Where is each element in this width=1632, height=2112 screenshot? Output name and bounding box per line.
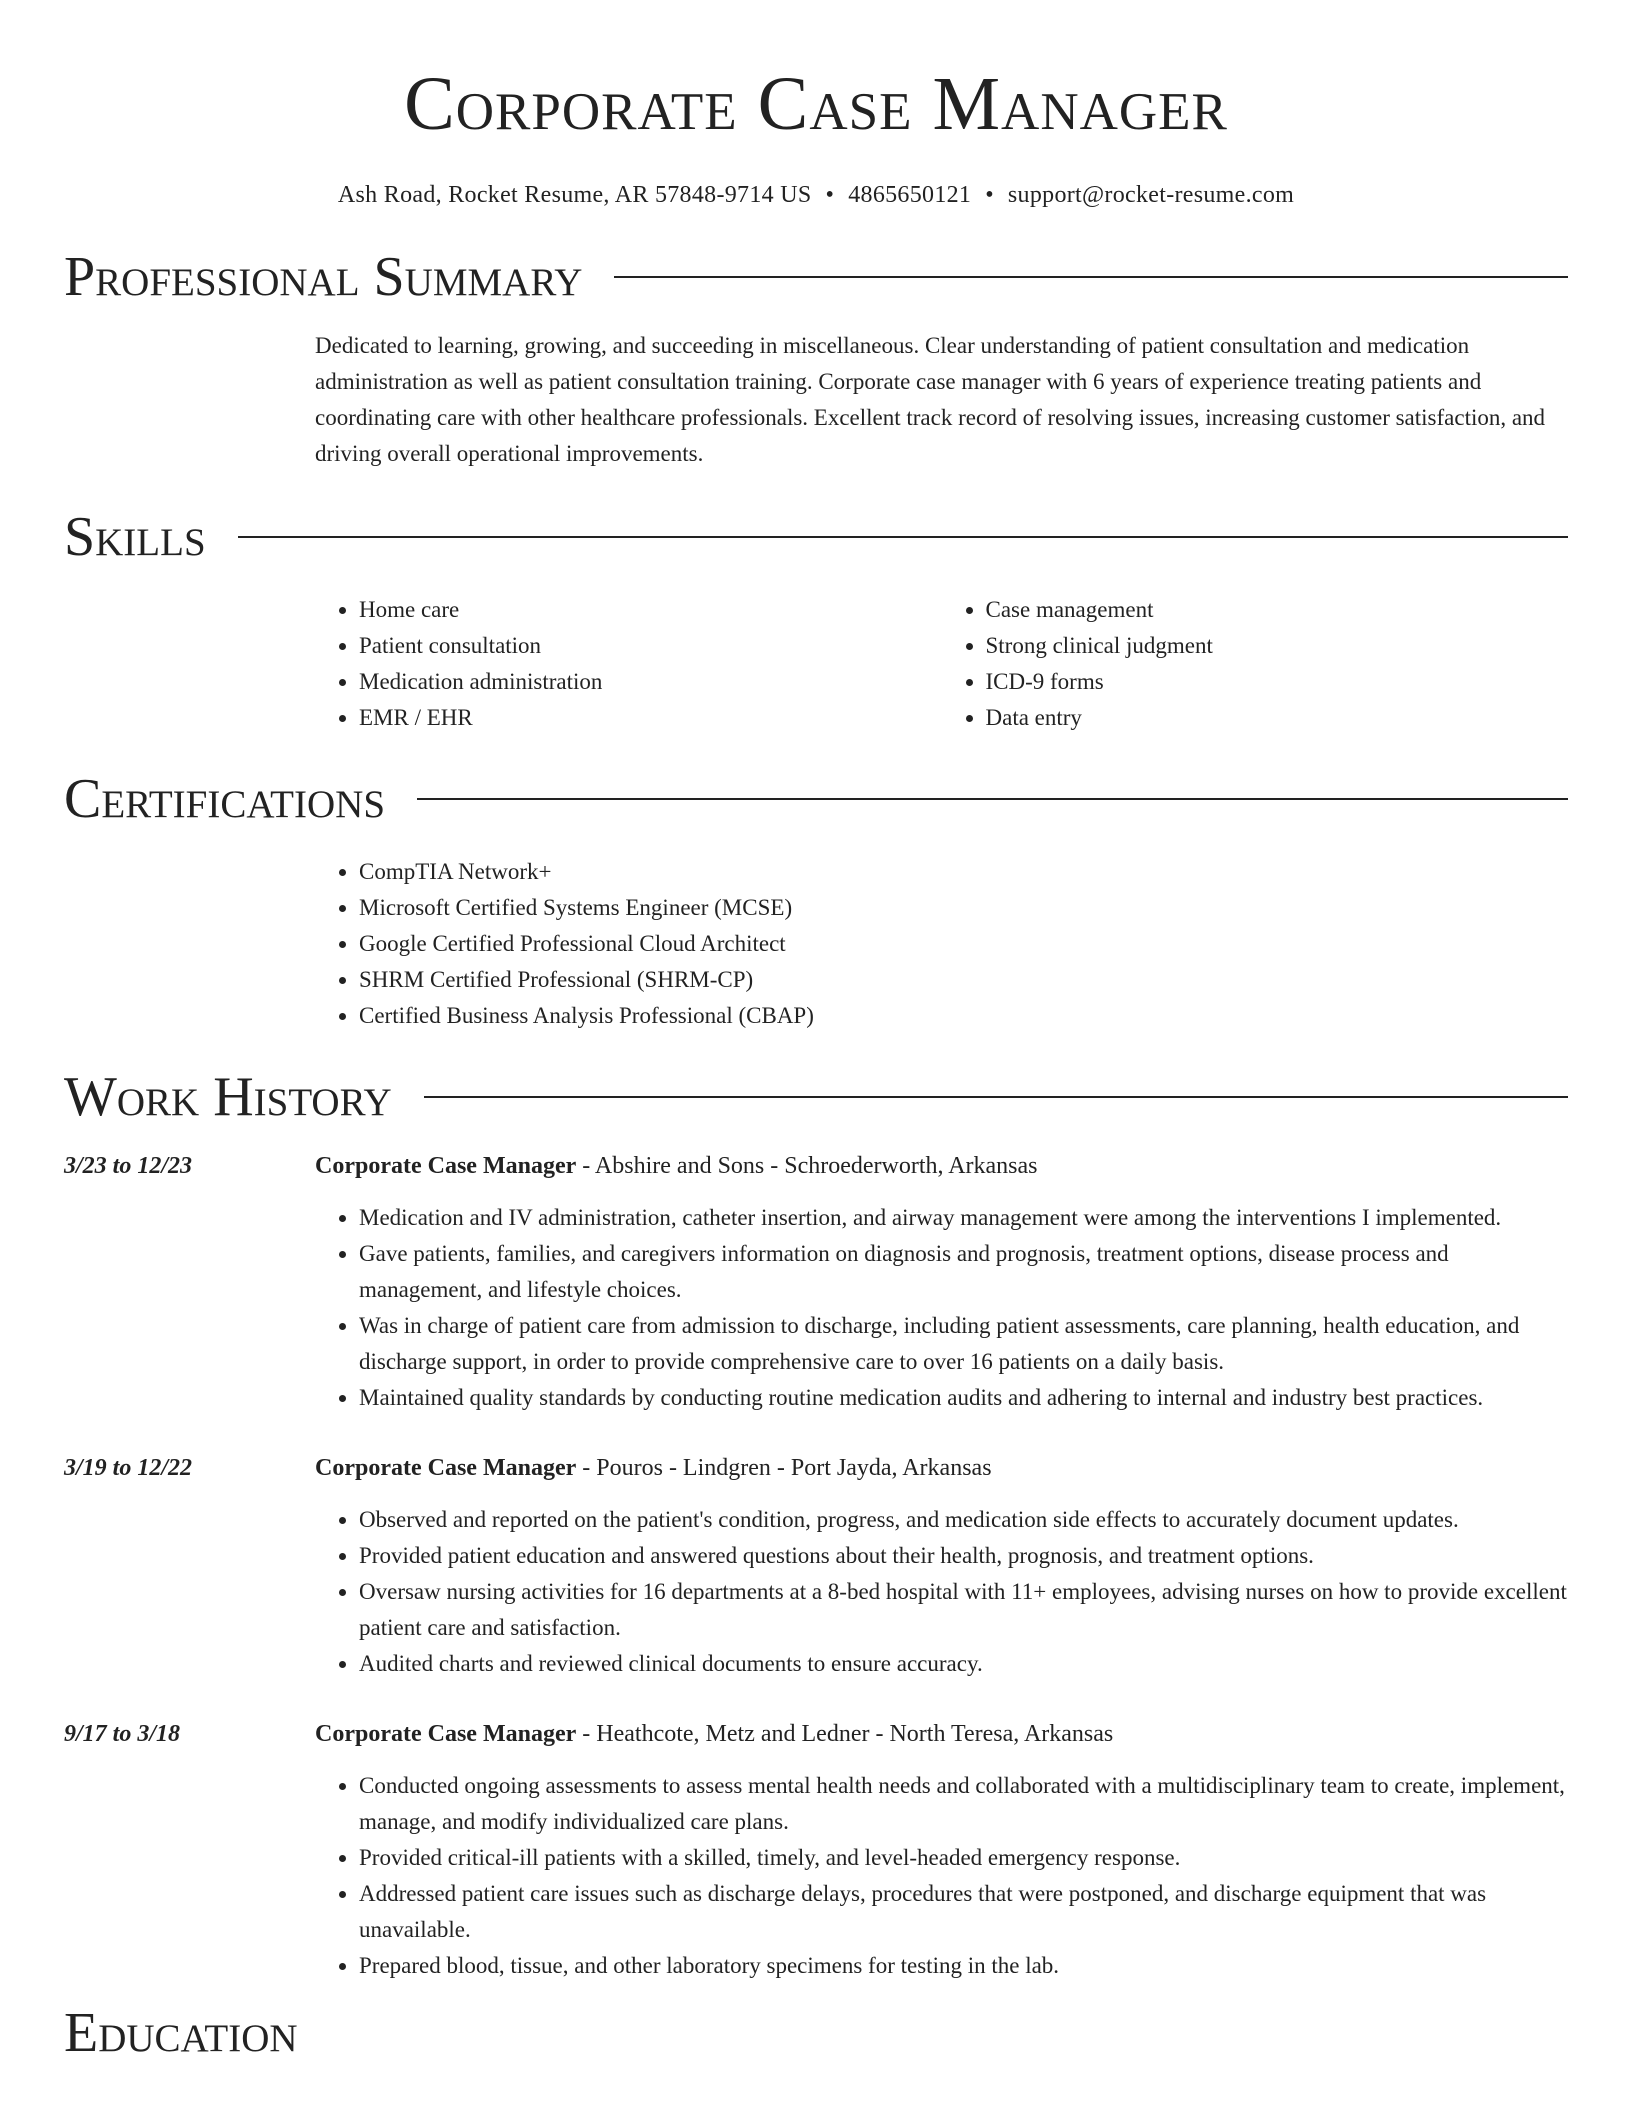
list-item: • Oversaw nursing activities for 16 departments at a 8-bed hospital with 11+ employees, advising nurses on how to provide excellent patient care and satisfaction. <box>359 1574 1568 1646</box>
certifications-section <box>64 764 1568 1034</box>
list-item: • Microsoft Certified Systems Engineer (MCSE) <box>359 890 1568 926</box>
summary-section <box>64 242 1568 472</box>
list-item: • Addressed patient care issues such as discharge delays, procedures that were postponed, and discharge equipment that was unavailable. <box>359 1876 1568 1948</box>
job-entry <box>64 1450 1568 1682</box>
list-item: • EMR / EHR <box>359 700 942 736</box>
skills-section <box>64 502 1568 736</box>
skills-grid <box>315 592 1568 736</box>
page-title: Corporate Case Manager <box>404 62 1228 146</box>
job-dates: 9/17 to 3/18 <box>64 1721 181 1747</box>
certifications-list <box>315 854 1568 1034</box>
list-item: • Observed and reported on the patient's condition, progress, and medication side effects to accurately document updates. <box>359 1502 1568 1538</box>
job-body <box>315 1716 1568 1984</box>
list-item: • Gave patients, families, and caregivers information on diagnosis and prognosis, treatment options, disease process and management, and lifestyle choices. <box>359 1236 1568 1308</box>
list-item: • Home care <box>359 592 942 628</box>
job-heading <box>315 1716 1568 1752</box>
phone: 4865650121 <box>848 182 972 208</box>
list-item: • Certified Business Analysis Professional (CBAP) <box>359 998 1568 1034</box>
address: Ash Road, Rocket Resume, AR 57848-9714 US <box>337 182 812 208</box>
section-header <box>64 1998 1568 2068</box>
job-body <box>315 1450 1568 1682</box>
section-divider <box>614 276 1568 278</box>
list-item: • Medication administration <box>359 664 942 700</box>
list-item: • SHRM Certified Professional (SHRM-CP) <box>359 962 1568 998</box>
job-heading <box>315 1450 1568 1486</box>
job-dates: 3/23 to 12/23 <box>64 1153 193 1179</box>
list-item: • Google Certified Professional Cloud Architect <box>359 926 1568 962</box>
job-entry <box>64 1148 1568 1416</box>
list-item: • Was in charge of patient care from admission to discharge, including patient assessments, care planning, health education, and discharge support, in order to provide comprehensive care to over 16 patients on a daily basis. <box>359 1308 1568 1380</box>
list-item: • ICD-9 forms <box>986 664 1569 700</box>
section-divider <box>417 798 1568 800</box>
job-title: Corporate Case Manager <box>315 1721 577 1747</box>
section-divider <box>424 1096 1568 1098</box>
section-header <box>64 242 1568 312</box>
section-title: Skills <box>64 506 206 568</box>
list-item: • Case management <box>986 592 1569 628</box>
job-employer: - Abshire and Sons - Schroederworth, Arkansas <box>576 1153 1038 1179</box>
job-bullets <box>315 1768 1568 1984</box>
section-header <box>64 1062 1568 1132</box>
job-entry <box>64 1716 1568 1984</box>
education-section <box>64 1998 1568 2068</box>
section-title: Work History <box>64 1066 392 1128</box>
section-header <box>64 502 1568 572</box>
certifications-list-wrap <box>315 854 1568 1034</box>
separator: • <box>825 182 835 208</box>
section-title: Education <box>64 2002 298 2064</box>
summary-text: Dedicated to learning, growing, and succeeding in miscellaneous. Clear understanding of patient consultation and medication administration as well as patient consultation training. Corporate case manager with 6 years of experience treating patients and coordinating care with other healthcare professionals. Excellent track record of resolving issues, increasing customer satisfaction, and driving overall operational improvements. <box>315 333 1546 466</box>
list-item: • Prepared blood, tissue, and other laboratory specimens for testing in the lab. <box>359 1948 1568 1984</box>
section-header <box>64 764 1568 834</box>
job-employer: - Heathcote, Metz and Ledner - North Teresa, Arkansas <box>576 1721 1114 1747</box>
section-divider <box>238 536 1568 538</box>
job-title: Corporate Case Manager <box>315 1153 577 1179</box>
list-item: • Strong clinical judgment <box>986 628 1569 664</box>
list-item: • Patient consultation <box>359 628 942 664</box>
job-title: Corporate Case Manager <box>315 1455 577 1481</box>
skills-list-right <box>942 592 1569 736</box>
email-link[interactable]: support@rocket-resume.com <box>1007 182 1295 208</box>
work-history-section <box>64 1062 1568 1984</box>
list-item: • Conducted ongoing assessments to assess mental health needs and collaborated with a multidisciplinary team to create, implement, manage, and modify individualized care plans. <box>359 1768 1568 1840</box>
list-item: • Data entry <box>986 700 1569 736</box>
list-item: • Provided critical-ill patients with a skilled, timely, and level-headed emergency response. <box>359 1840 1568 1876</box>
list-item: • CompTIA Network+ <box>359 854 1568 890</box>
skills-list-left <box>315 592 942 736</box>
job-dates: 3/19 to 12/22 <box>64 1455 193 1481</box>
list-item: • Maintained quality standards by conducting routine medication audits and adhering to internal and industry best practices. <box>359 1380 1568 1416</box>
job-employer: - Pouros - Lindgren - Port Jayda, Arkansas <box>576 1455 992 1481</box>
job-heading <box>315 1148 1568 1184</box>
separator: • <box>985 182 994 208</box>
list-item: • Audited charts and reviewed clinical documents to ensure accuracy. <box>359 1646 1568 1682</box>
contact-line <box>64 182 1568 209</box>
list-item: • Provided patient education and answered questions about their health, prognosis, and treatment options. <box>359 1538 1568 1574</box>
section-title: Professional Summary <box>64 246 583 308</box>
job-body <box>315 1148 1568 1416</box>
job-bullets <box>315 1200 1568 1416</box>
list-item: • Medication and IV administration, catheter insertion, and airway management were among the interventions I implemented. <box>359 1200 1568 1236</box>
job-bullets <box>315 1502 1568 1682</box>
section-title: Certifications <box>64 768 386 830</box>
